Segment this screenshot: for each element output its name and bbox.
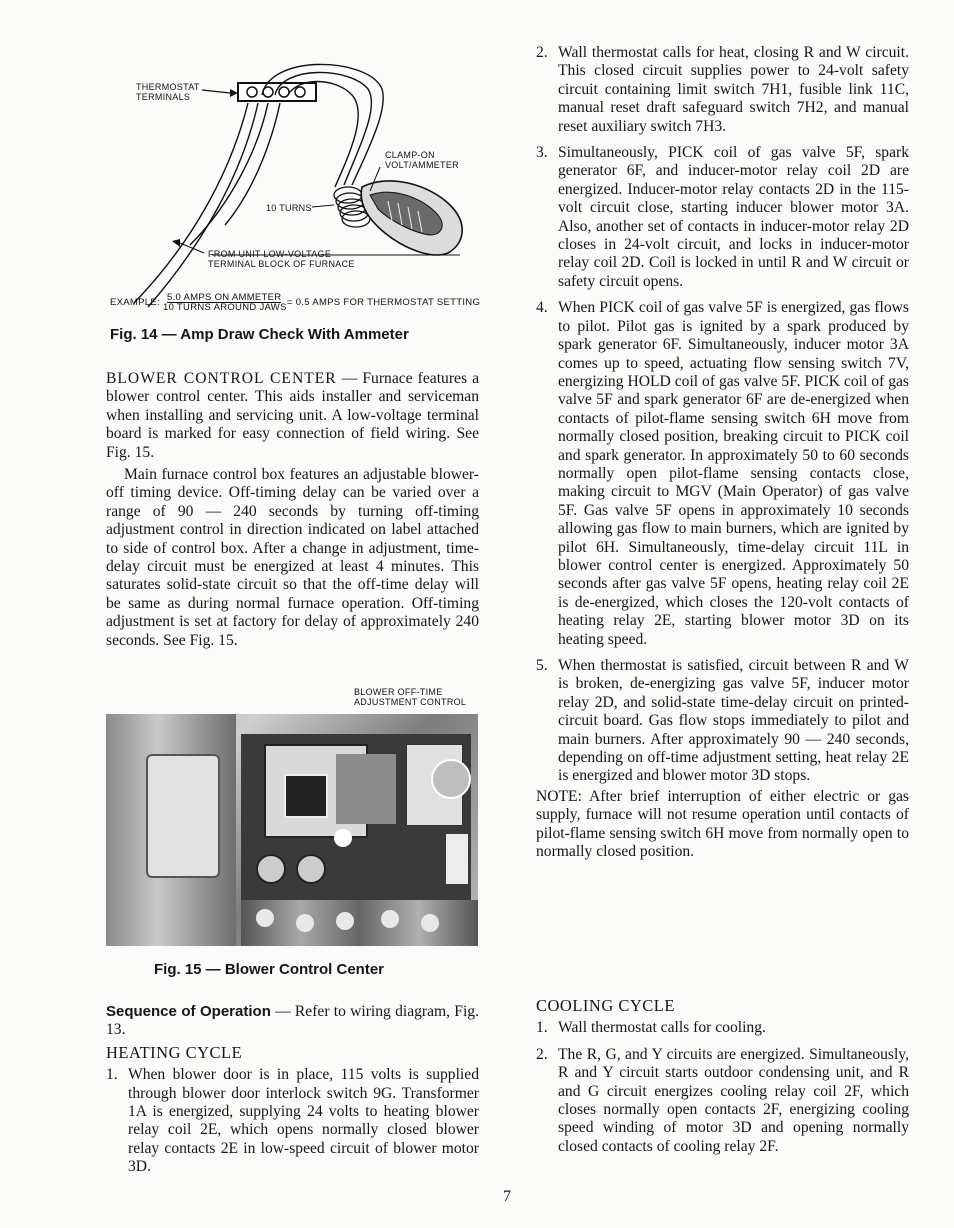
item-number: 4.: [536, 299, 548, 317]
right-column: [536, 44, 909, 861]
label-line: THERMOSTAT: [136, 82, 200, 92]
cooling-cycle-heading: COOLING CYCLE: [536, 996, 675, 1015]
sequence-section: [106, 1003, 479, 1185]
list-item: [536, 657, 909, 786]
page-number: 7: [503, 1188, 511, 1205]
list-item: [536, 1046, 909, 1156]
label-from-unit: [208, 249, 355, 269]
example-result: = 0.5 AMPS FOR THERMOSTAT SETTING: [287, 297, 481, 308]
label-line: VOLT/AMMETER: [385, 160, 459, 170]
blower-control-paragraph: [106, 370, 479, 462]
fig15-caption: Fig. 15 — Blower Control Center: [154, 961, 385, 978]
heating-steps-left: [106, 1066, 479, 1176]
item-text: Wall thermostat calls for heat, closing R and W circuit. This closed circuit supplies power to 24-volt safety circuit containing limit switch 7H1, fusible link 11C, manual reset draft safeguard switch 7H2, and manual reset auxiliary switch 7H3.: [558, 44, 909, 135]
item-number: 5.: [536, 657, 548, 674]
left-column: [106, 370, 479, 650]
note-paragraph: NOTE: After brief interruption of either electric or gas supply, furnace will not resume operation until contacts of pilot-flame sensing switch 6H move from normally open to normally closed position.: [536, 787, 909, 861]
item-number: 1.: [106, 1066, 118, 1084]
label-line: FROM UNIT LOW-VOLTAGE: [208, 249, 332, 259]
blower-control-center-photo: [106, 714, 478, 946]
label-line: CLAMP-ON: [385, 150, 435, 160]
item-text: Simultaneously, PICK coil of gas valve 5F, spark generator 6F, and inducer-motor relay coil 2D are energized. Inducer-motor relay contacts 2D in the 115-volt circuit close, starting inducer blower motor 3A. Also, another set of contacts in inducer-motor relay 2D closes in 24-volt circuit, and locks in inducer-motor relay coil 2D. Coil is locked in until R and W circuit or safety circuit opens.: [558, 144, 909, 290]
heating-cycle-heading: HEATING CYCLE: [106, 1042, 243, 1062]
item-text: When thermostat is satisfied, circuit between R and W is broken, de-energizing gas valve 5F, inducer motor relay 2D, and solid-state time-delay circuit on printed-circuit board. Gas flow stops immediately to pilot and main burners. After approximately 90 — 240 seconds, depending on off-time adjustment setting, heat relay 2E is energized and blower motor 3D stops.: [558, 657, 909, 785]
item-number: 1.: [536, 1019, 548, 1037]
heating-steps-right: [536, 44, 909, 786]
sequence-heading: Sequence of Operation: [106, 1003, 271, 1020]
label-line: TERMINAL BLOCK OF FURNACE: [208, 259, 355, 269]
item-text: When blower door is in place, 115 volts is supplied through blower door interlock switch 9G. Transformer 1A is energized, supplying 24 volts to heating blower relay coil 2E, which opens normally closed blower relay contacts 2E in low-speed circuit of blower motor 3D.: [128, 1066, 479, 1176]
sequence-text: — Refer to wiring diagram, Fig. 13.: [106, 1003, 479, 1039]
sequence-paragraph: [106, 1003, 479, 1040]
label-line: BLOWER OFF-TIME: [354, 687, 443, 697]
item-number: 3.: [536, 144, 548, 162]
cooling-steps: [536, 1019, 909, 1156]
blower-control-text: — Furnace features a blower control center. This aids installer and serviceman when installing and servicing unit. A low-voltage terminal board is marked for easy connection of field wiring. See Fig. 15.: [106, 370, 479, 461]
example-numerator: 5.0 AMPS ON AMMETER: [167, 292, 282, 303]
fig14-caption: Fig. 14 — Amp Draw Check With Ammeter: [110, 326, 409, 343]
item-text: When PICK coil of gas valve 5F is energized, gas flows to pilot. Pilot gas is ignited by a spark produced by spark generator 6F. Simultaneously, inducer motor 3A comes up to speed, actuating flow sensing switch 7V, energizing HOLD coil of gas valve 5F. PICK coil of gas valve 5F and spark generator 6F are de-energized when contacts of pilot-flame sensing switch 6H move from normally closed position, breaking circuit to PICK coil and spark generator. In approximately 50 to 60 seconds normally open pilot-flame sensing contacts close, making circuit to MGV (Main Operator) of gas valve 5F. Gas valve 5F opens in approximately 10 seconds allowing gas flow to main burners, which are ignited by pilot 6H. Simultaneously, time-delay circuit 11L in blower control center is energized. Approximately 50 seconds after gas valve 5F opens, heating relay coil 2E is de-energized, which closes the 120-volt contacts of heating relay 2E, starting blower motor 3D on its heating speed.: [558, 299, 909, 648]
label-line: ADJUSTMENT CONTROL: [354, 697, 467, 707]
ammeter-illustration: [130, 55, 480, 313]
list-item: [536, 144, 909, 291]
cooling-section: [536, 997, 909, 1164]
item-text: The R, G, and Y circuits are energized. Simultaneously, R and Y circuit starts outdoor condensing unit, and R and G circuit energizes cooling relay coil 2F, which closes normally open contacts 2F, energizing cooling speed winding of motor 3D and opening normally closed contacts of cooling relay 2F.: [558, 1045, 909, 1155]
blower-off-timing-paragraph: Main furnace control box features an adjustable blower-off timing device. Off-timing delay can be varied over a range of 90 — 240 seconds by turning off-timing adjustment control in direction indicated on label attached to side of control box. After a change in adjustment, time-delay circuit must be energized at least 4 minutes. This saturates solid-state circuit so that the off-time delay will be same as during normal furnace operation. Off-timing adjustment is set at factory for delay of approximately 240 seconds. See Fig. 15.: [106, 466, 479, 649]
label-ten-turns: 10 TURNS: [266, 203, 312, 213]
list-item: [536, 1019, 909, 1037]
label-clamp-on-ammeter: [385, 150, 459, 170]
item-number: 2.: [536, 44, 548, 61]
list-item: [536, 44, 909, 136]
label-blower-off-time: [354, 687, 466, 707]
example-denominator: 10 TURNS AROUND JAWS: [163, 302, 287, 313]
list-item: [106, 1066, 479, 1176]
item-number: 2.: [536, 1045, 548, 1063]
item-text: Wall thermostat calls for cooling.: [558, 1019, 766, 1037]
example-prefix: EXAMPLE:: [110, 297, 160, 308]
label-line: TERMINALS: [136, 92, 191, 102]
blower-control-heading: BLOWER CONTROL CENTER: [106, 370, 337, 387]
list-item: [536, 299, 909, 649]
